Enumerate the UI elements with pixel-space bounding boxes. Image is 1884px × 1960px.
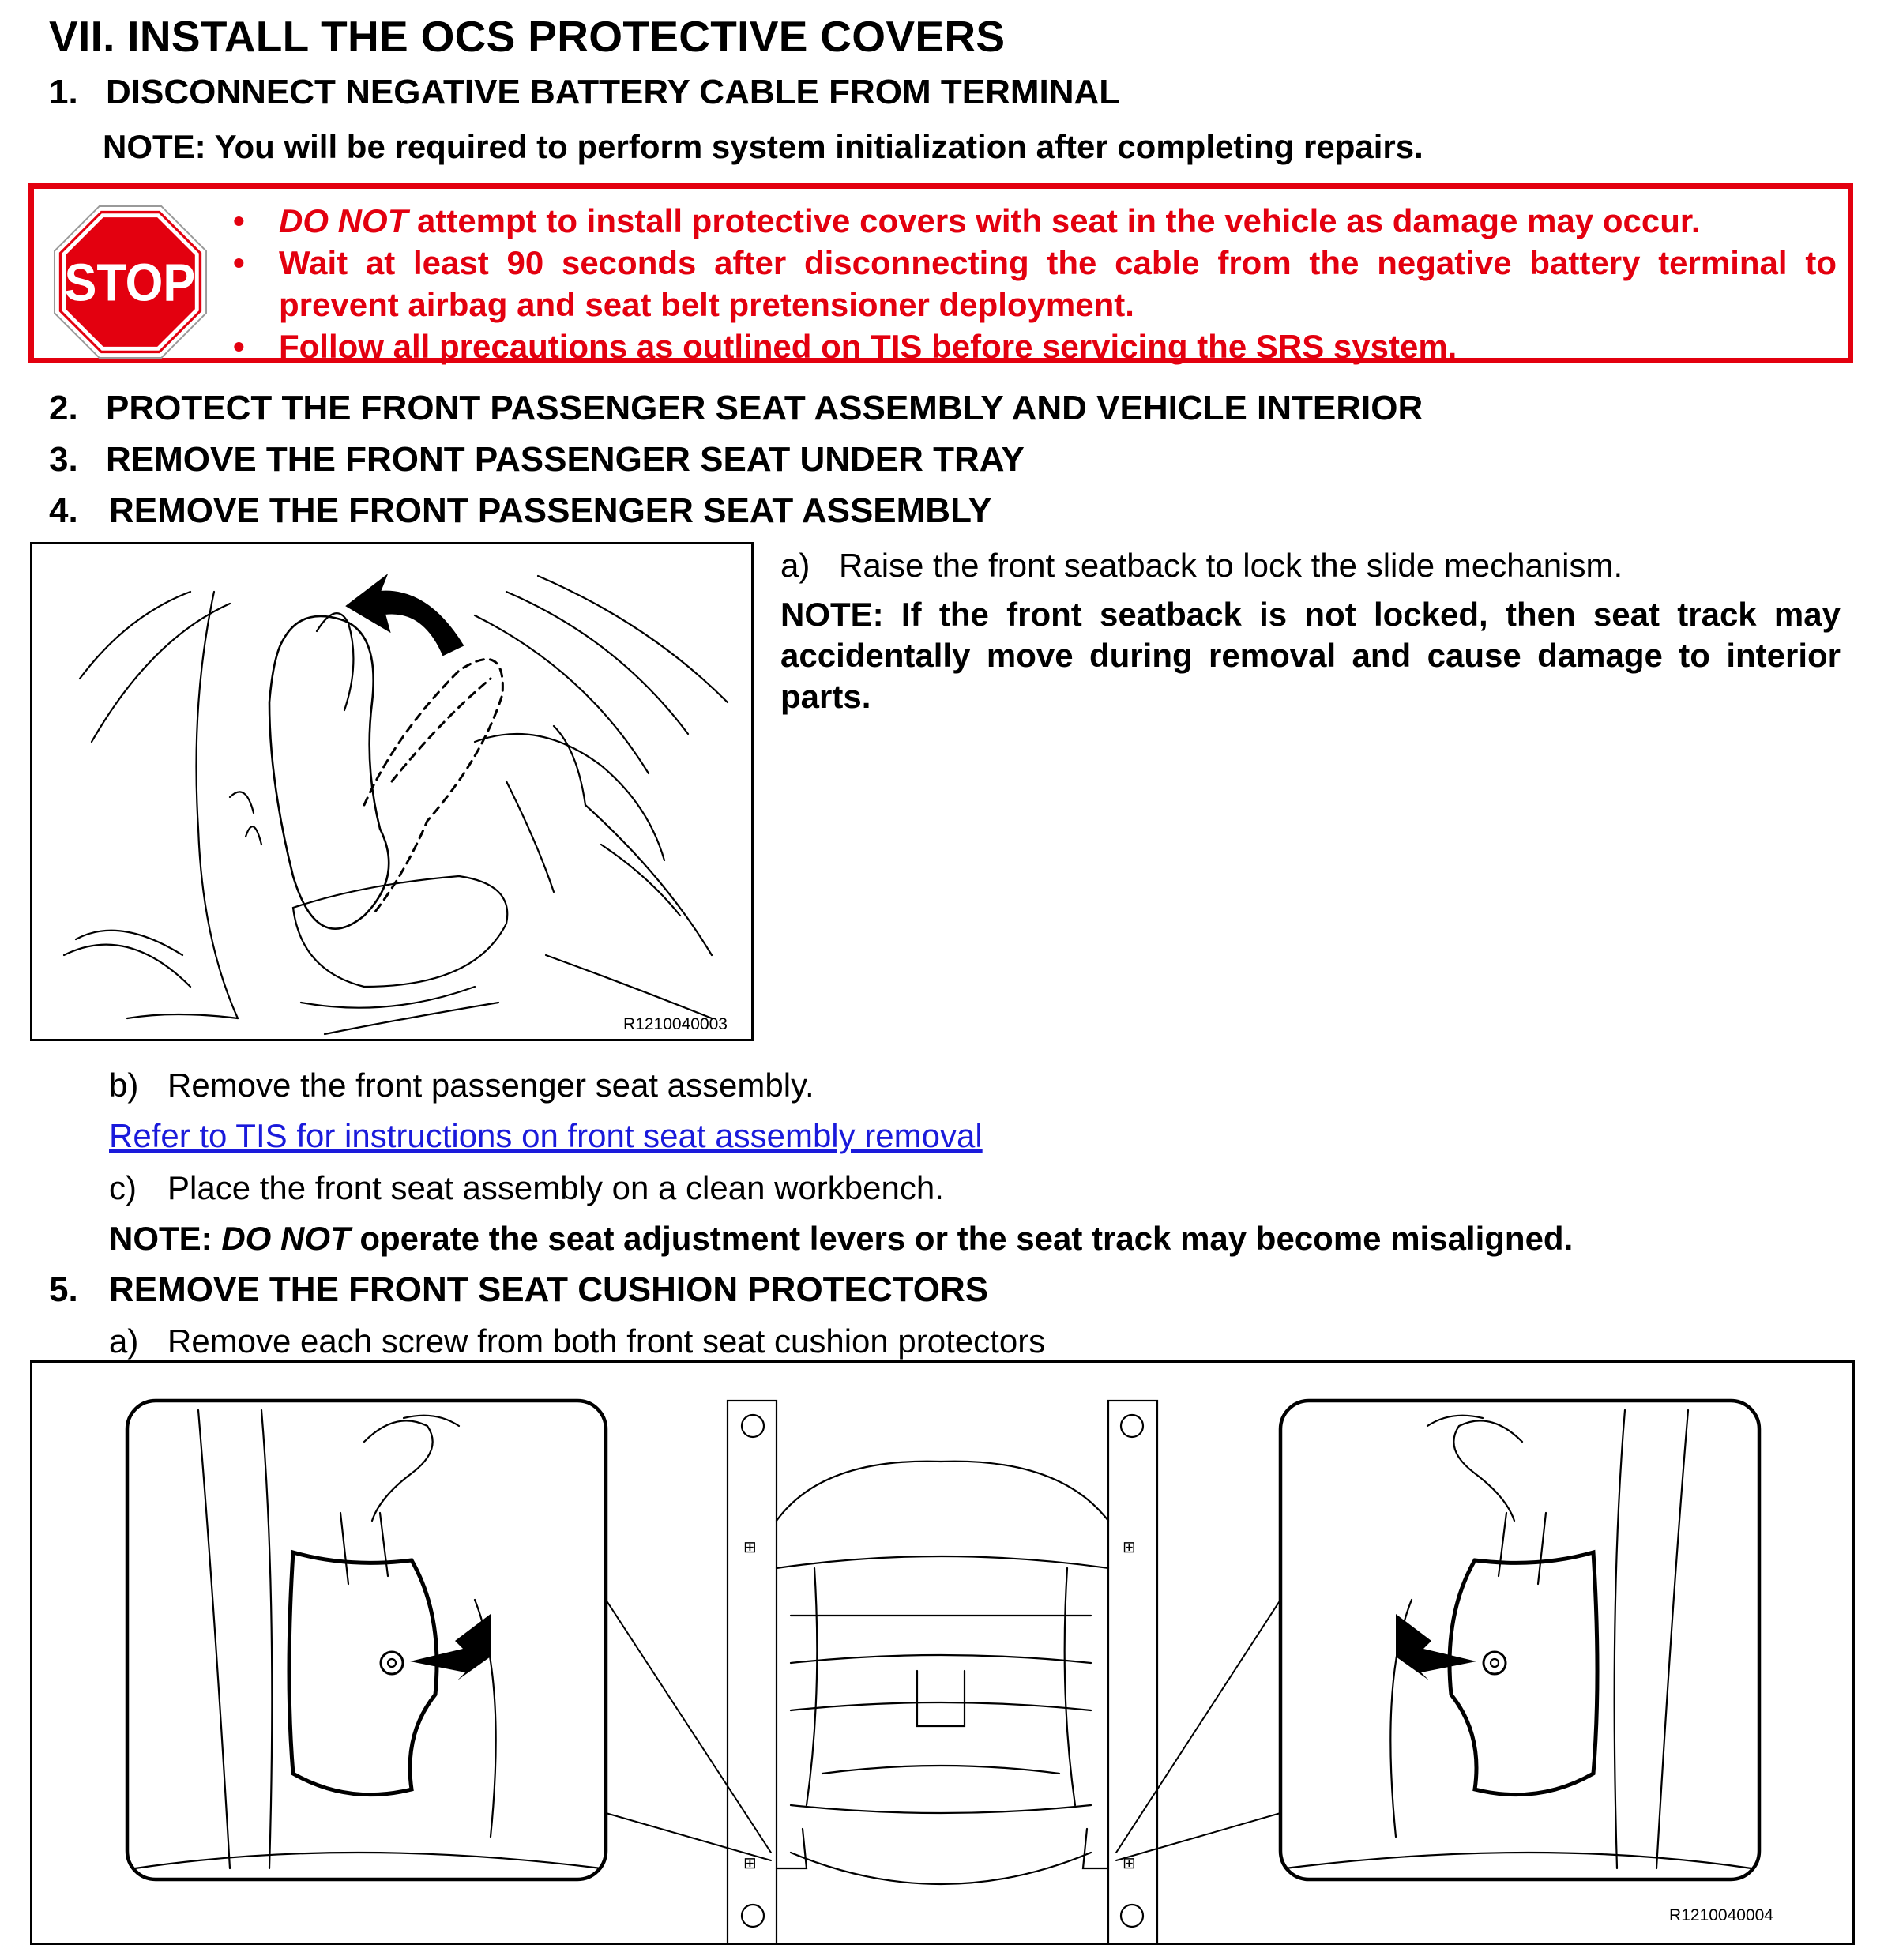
note-emphasis: DO NOT [221,1220,351,1257]
step-number: 2. [49,389,78,427]
step-number: 4. [49,491,78,530]
step-number: 1. [49,73,78,111]
warning-text: attempt to install protective covers with seat in the vehicle as damage may occur. [408,202,1701,239]
warning-item [233,242,1837,325]
note-seatback-lock: NOTE: If the front seatback is not locked, then seat track may accidentally move during removal and cause damage to interior parts. [780,596,1841,715]
figure-code: R1210040003 [623,1015,728,1033]
substep-text: Place the front seat assembly on a clean workbench. [167,1169,944,1206]
figure-code: R1210040004 [1669,1906,1773,1924]
warning-item [233,200,1837,242]
step-title: DISCONNECT NEGATIVE BATTERY CABLE FROM TERMINAL [106,73,1121,111]
warning-box [28,183,1853,363]
figure-seat-illustration [30,542,754,1041]
step-4b [109,1067,814,1104]
bullet-icon: • [233,328,245,365]
step-title: PROTECT THE FRONT PASSENGER SEAT ASSEMBLY AND VEHICLE INTERIOR [106,389,1423,427]
step-3 [49,440,1025,480]
step-title: REMOVE THE FRONT PASSENGER SEAT UNDER TRAY [106,440,1025,479]
substep-text: Raise the front seatback to lock the slide mechanism. [839,547,1623,584]
substep-label: a) [109,1322,139,1360]
note-text: operate the seat adjustment levers or the seat track may become misaligned. [350,1220,1574,1257]
step-2 [49,389,1423,428]
note-adjustment-levers [109,1220,1573,1258]
svg-text:⊞: ⊞ [1123,1539,1136,1556]
step-4a [780,547,1623,585]
warning-text: Wait at least 90 seconds after disconnecting the cable from the negative battery terminal to prevent airbag and seat belt pretensioner deployment. [279,244,1837,323]
stop-sign-icon [53,205,208,359]
cushion-protector-illustration [32,1363,1852,1943]
page-title: VII. INSTALL THE OCS PROTECTIVE COVERS [49,12,1006,61]
bullet-icon: • [233,202,245,239]
step-5 [49,1270,988,1310]
substep-label: b) [109,1067,139,1104]
step-4c [109,1169,944,1207]
warning-item [233,325,1837,367]
warning-emphasis: DO NOT [279,202,408,239]
substep-text: Remove each screw from both front seat cushion protectors [167,1322,1046,1360]
stop-sign-text: STOP [64,253,196,313]
seat-illustration [32,544,751,1039]
step-title: REMOVE THE FRONT PASSENGER SEAT ASSEMBLY [109,491,992,530]
substep-label: c) [109,1169,137,1206]
step-number: 5. [49,1270,78,1309]
substep-text: Remove the front passenger seat assembly. [167,1067,814,1104]
figure-cushion-protectors [30,1360,1855,1945]
substep-label: a) [780,547,810,584]
note-initialization: NOTE: You will be required to perform system initialization after completing repairs. [103,128,1423,165]
step-5a [109,1322,1045,1360]
bullet-icon: • [233,244,245,281]
step-number: 3. [49,440,78,479]
warning-text: Follow all precautions as outlined on TIS before servicing the SRS system. [279,328,1457,365]
note-prefix: NOTE: [109,1220,222,1257]
warning-list [233,200,1837,367]
svg-text:⊞: ⊞ [1123,1855,1136,1872]
step-1 [49,73,1120,112]
svg-text:⊞: ⊞ [743,1539,757,1556]
step-title: REMOVE THE FRONT SEAT CUSHION PROTECTORS [109,1270,989,1309]
tis-reference-link[interactable]: Refer to TIS for instructions on front seat assembly removal [109,1117,983,1154]
step-4 [49,491,991,531]
svg-text:⊞: ⊞ [743,1855,757,1872]
